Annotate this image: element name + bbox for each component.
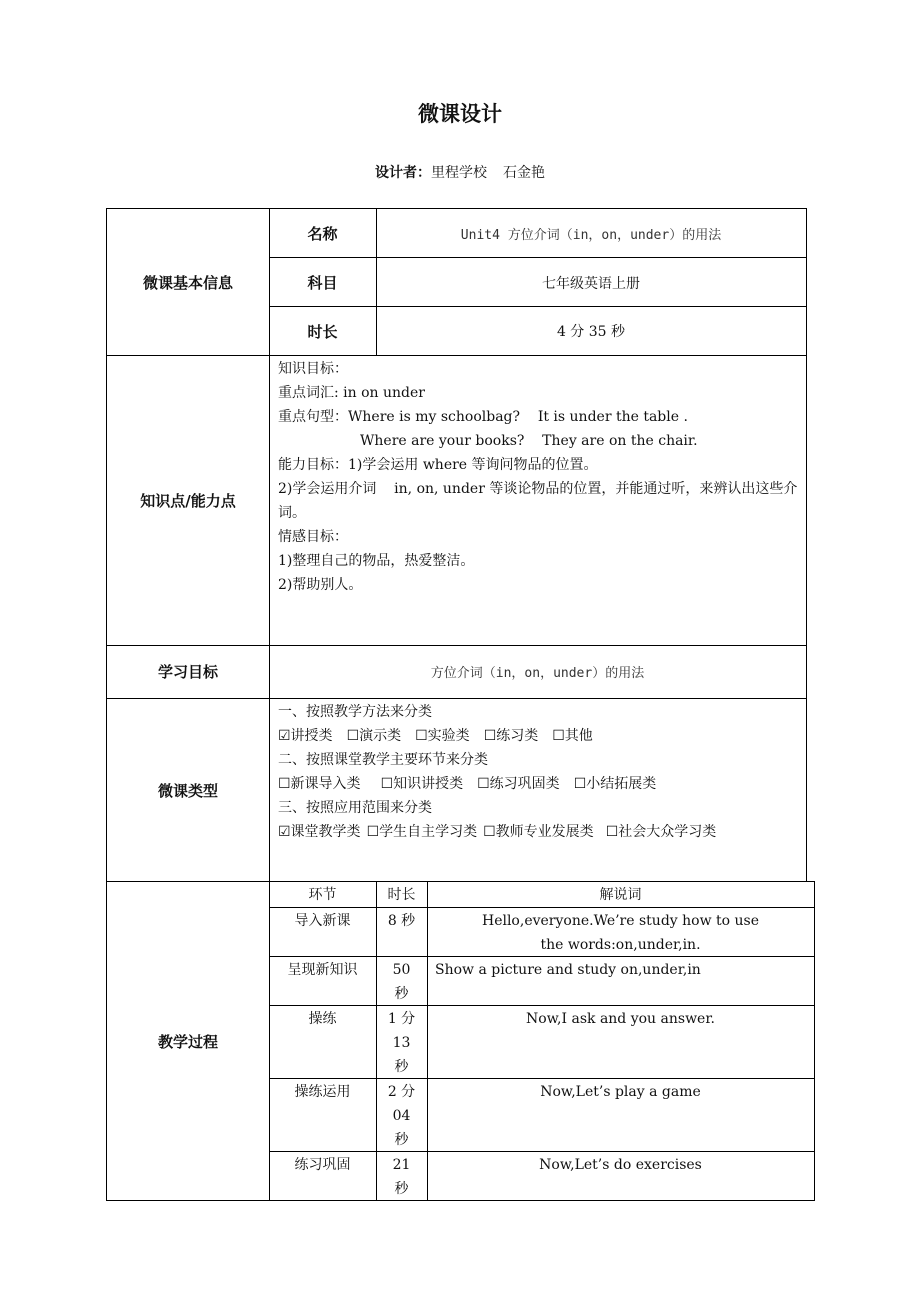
stage-cell: 操练 [308,1011,337,1027]
subject-value: 七年级英语上册 [376,257,807,307]
page-title: 微课设计 [418,102,502,126]
table-row [427,1151,815,1201]
designer-school: 里程学校 [431,165,487,181]
type-options-1 [278,724,808,748]
checkbox-demo[interactable]: ☐演示类 [346,728,402,744]
knowledge-line: 重点词汇: in on under [278,385,425,401]
process-header-stage: 环节 [269,881,377,908]
name-value: Unit4 方位介词（in，on，under）的用法 [376,208,807,258]
stage-cell: 练习巩固 [294,1157,351,1173]
stage-cell: 导入新课 [294,913,351,929]
type-heading-2: 二、按照课堂教学主要环节来分类 [278,752,488,768]
knowledge-line: 1)整理自己的物品，热爱整洁。 [278,553,475,569]
table-row [269,1078,377,1152]
duration-cell: 1 分 13 秒 [387,1011,416,1075]
knowledge-line: 2)学会运用介词 in, on, under 等谈论物品的位置，并能通过听，来辨认出这些介词。 [278,481,798,521]
type-heading-3: 三、按照应用范围来分类 [278,800,432,816]
knowledge-line: 情感目标： [278,529,348,545]
knowledge-label: 知识点/能力点 [106,355,270,646]
type-content [278,700,808,844]
table-row [427,907,815,957]
table-row [427,956,815,1006]
script-cell: Now,Let’s play a game [540,1084,701,1100]
table-row [376,1151,428,1201]
duration-label: 时长 [269,306,377,356]
stage-cell: 操练运用 [294,1084,351,1100]
table-row [269,956,377,1006]
objective-value: 方位介词（in，on，under）的用法 [269,645,807,699]
script-cell: Now,I ask and you answer. [526,1011,715,1027]
checkbox-experiment[interactable]: ☐实验类 [415,728,470,744]
script-cell: Hello,everyone.We’re study how to use the words:on,under,in. [481,913,760,953]
knowledge-line: 能力目标：1)学会运用 where 等询问物品的位置。 [278,457,598,473]
table-row [427,1078,815,1152]
knowledge-line: Where are your books? They are on the chair. [360,433,698,449]
checkbox-classroom[interactable]: ☑课堂教学类 [278,824,361,840]
checkbox-summary-extension[interactable]: ☐小结拓展类 [573,776,657,792]
checkbox-teacher-development[interactable]: ☐教师专业发展类 [483,824,594,840]
table-row [376,1078,428,1152]
knowledge-line: 重点句型：Where is my schoolbag? It is under the table . [278,409,688,425]
knowledge-line: 知识目标： [278,361,348,377]
table-row [376,1005,428,1079]
table-row [269,1151,377,1201]
type-options-2 [278,772,808,796]
duration-value: 4 分 35 秒 [376,306,807,356]
knowledge-content [278,357,802,597]
knowledge-line: 2)帮助别人。 [278,577,363,593]
checkbox-other[interactable]: ☐其他 [552,728,593,744]
process-header-duration: 时长 [376,881,428,908]
table-row [376,907,428,957]
duration-cell: 8 秒 [387,913,416,929]
objective-label: 学习目标 [106,645,270,699]
checkbox-practice[interactable]: ☐练习类 [483,728,539,744]
basic-info-label: 微课基本信息 [106,208,270,356]
subject-label: 科目 [269,257,377,307]
checkbox-self-study[interactable]: ☐学生自主学习类 [366,824,478,840]
name-label: 名称 [269,208,377,258]
table-row [269,1005,377,1079]
process-label: 教学过程 [106,881,270,1201]
process-header-script: 解说词 [427,881,815,908]
script-cell: Show a picture and study on,under,in [435,962,701,978]
table-row [269,907,377,957]
type-options-3 [278,820,808,844]
duration-cell: 21 秒 [392,1157,411,1197]
designer-name: 石金艳 [503,165,545,181]
type-heading-1: 一、按照教学方法来分类 [278,704,432,720]
table-row [376,956,428,1006]
designer-line [0,162,920,182]
stage-cell: 呈现新知识 [287,962,358,978]
duration-cell: 50 秒 [392,962,411,1002]
table-row [427,1005,815,1079]
checkbox-lecture[interactable]: ☑讲授类 [278,728,333,744]
checkbox-knowledge-teaching[interactable]: ☐知识讲授类 [380,776,464,792]
checkbox-new-lesson[interactable]: ☐新课导入类 [278,776,361,792]
checkbox-public-learning[interactable]: ☐社会大众学习类 [605,824,717,840]
type-label: 微课类型 [106,698,270,882]
designer-label: 设计者： [375,165,431,181]
checkbox-practice-consolidation[interactable]: ☐练习巩固类 [477,776,560,792]
script-cell: Now,Let’s do exercises [539,1157,702,1173]
duration-cell: 2 分 04 秒 [387,1084,416,1148]
